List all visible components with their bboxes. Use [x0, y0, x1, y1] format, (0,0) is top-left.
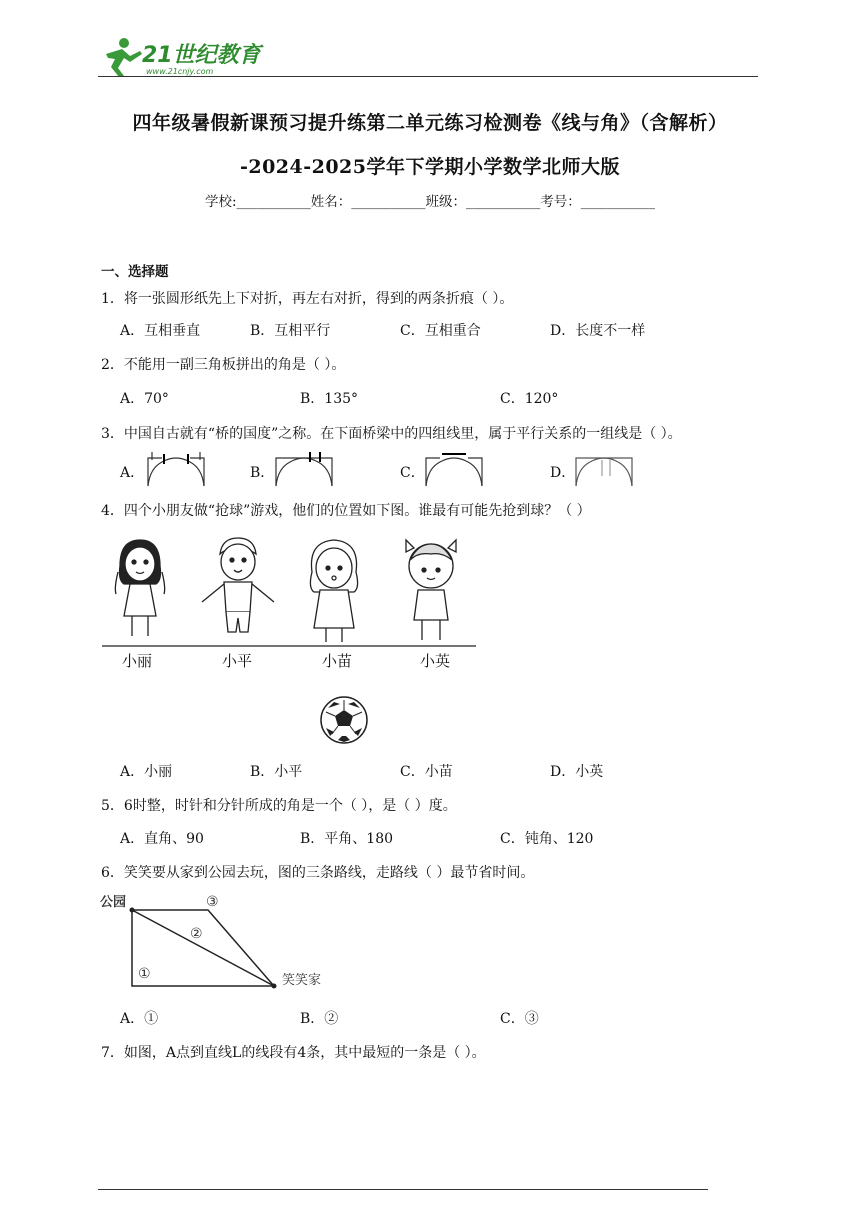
q2-option-b[interactable]: B．135° — [300, 391, 359, 407]
q2-option-a[interactable]: A．70° — [120, 391, 169, 407]
title-line-1: 四年级暑假新课预习提升练第二单元练习检测卷《线与角》（含解析） — [132, 112, 728, 134]
footer-divider — [98, 1189, 708, 1190]
q6-option-b[interactable]: B．② — [300, 1011, 339, 1027]
q3-bridge-d-figure — [572, 448, 636, 488]
child-xiaoying-drawing — [406, 540, 456, 640]
q3-option-a[interactable]: A． — [120, 465, 145, 481]
header-divider — [98, 76, 758, 77]
q1-option-d[interactable]: D．长度不一样 — [550, 323, 646, 339]
question-7-stem: 7．如图，A点到直线L的线段有4条，其中最短的一条是（ ）。 — [101, 1045, 486, 1061]
q5-option-b[interactable]: B．平角、180 — [300, 831, 394, 847]
q6-option-c[interactable]: C．③ — [500, 1011, 539, 1027]
q3-bridge-b-figure — [272, 448, 336, 488]
park-label: 公园 — [100, 895, 127, 910]
child-label-xiaoping: 小平 — [222, 652, 253, 670]
21cnjy-logo — [96, 34, 266, 78]
q2-option-c[interactable]: C．120° — [500, 391, 559, 407]
section-title: 一、选择题 — [101, 264, 169, 280]
home-label: 笑笑家 — [282, 973, 322, 988]
q3-option-d[interactable]: D． — [550, 465, 576, 481]
question-2-stem: 2．不能用一副三角板拼出的角是（ ）。 — [101, 357, 346, 373]
question-4-stem: 4．四个小朋友做“抢球”游戏，他们的位置如下图。谁最有可能先抢到球？（ ） — [101, 503, 591, 519]
q4-option-b[interactable]: B．小平 — [250, 764, 303, 780]
q5-option-a[interactable]: A．直角、90 — [120, 831, 204, 847]
q1-option-c[interactable]: C．互相重合 — [400, 323, 481, 339]
route-2-path — [132, 910, 274, 986]
route-3-label: ③ — [206, 894, 219, 910]
child-xiaoping-drawing — [202, 538, 274, 632]
question-1-stem: 1．将一张圆形纸先上下对折，再左右对折，得到的两条折痕（ ）。 — [101, 291, 514, 307]
q3-option-b[interactable]: B． — [250, 465, 275, 481]
q4-option-c[interactable]: C．小苗 — [400, 764, 453, 780]
q4-option-a[interactable]: A．小丽 — [120, 764, 173, 780]
q6-routes-figure — [98, 888, 338, 992]
question-5-stem: 5．6时整，时针和分针所成的角是一个（ ），是（ ）度。 — [101, 798, 457, 814]
logo-brand-text: 21世纪教育 — [142, 43, 261, 68]
route-1-label: ① — [138, 966, 151, 982]
q3-bridge-a-figure — [144, 448, 208, 488]
q6-option-a[interactable]: A．① — [120, 1011, 159, 1027]
q3-option-c[interactable]: C． — [400, 465, 425, 481]
student-info-line: 学校:___________姓名：___________班级：___________考号：___________ — [204, 194, 656, 210]
q1-option-b[interactable]: B．互相平行 — [250, 323, 331, 339]
child-label-xiaoying: 小英 — [420, 652, 451, 670]
title-line-2: -2024-2025学年下学期小学数学北师大版 — [239, 156, 621, 178]
q4-option-d[interactable]: D．小英 — [550, 764, 604, 780]
child-xiaoli-drawing — [115, 540, 164, 636]
q3-bridge-c-figure — [422, 448, 486, 488]
question-6-stem: 6．笑笑要从家到公园去玩，图的三条路线，走路线（ ）最节省时间。 — [101, 865, 535, 881]
soccer-ball-figure — [318, 694, 370, 746]
q5-option-c[interactable]: C．钝角、120 — [500, 831, 594, 847]
child-label-xiaoli: 小丽 — [122, 652, 153, 670]
question-3-stem: 3．中国自古就有“桥的国度”之称。在下面桥梁中的四组线里，属于平行关系的一组线是（ ）。 — [101, 426, 682, 442]
child-xiaomiao-drawing — [310, 540, 357, 642]
q1-option-a[interactable]: A．互相垂直 — [120, 323, 201, 339]
route-2-label: ② — [190, 926, 203, 942]
child-label-xiaomiao: 小苗 — [322, 652, 353, 670]
logo-url-text: www.21cnjy.com — [146, 67, 214, 76]
